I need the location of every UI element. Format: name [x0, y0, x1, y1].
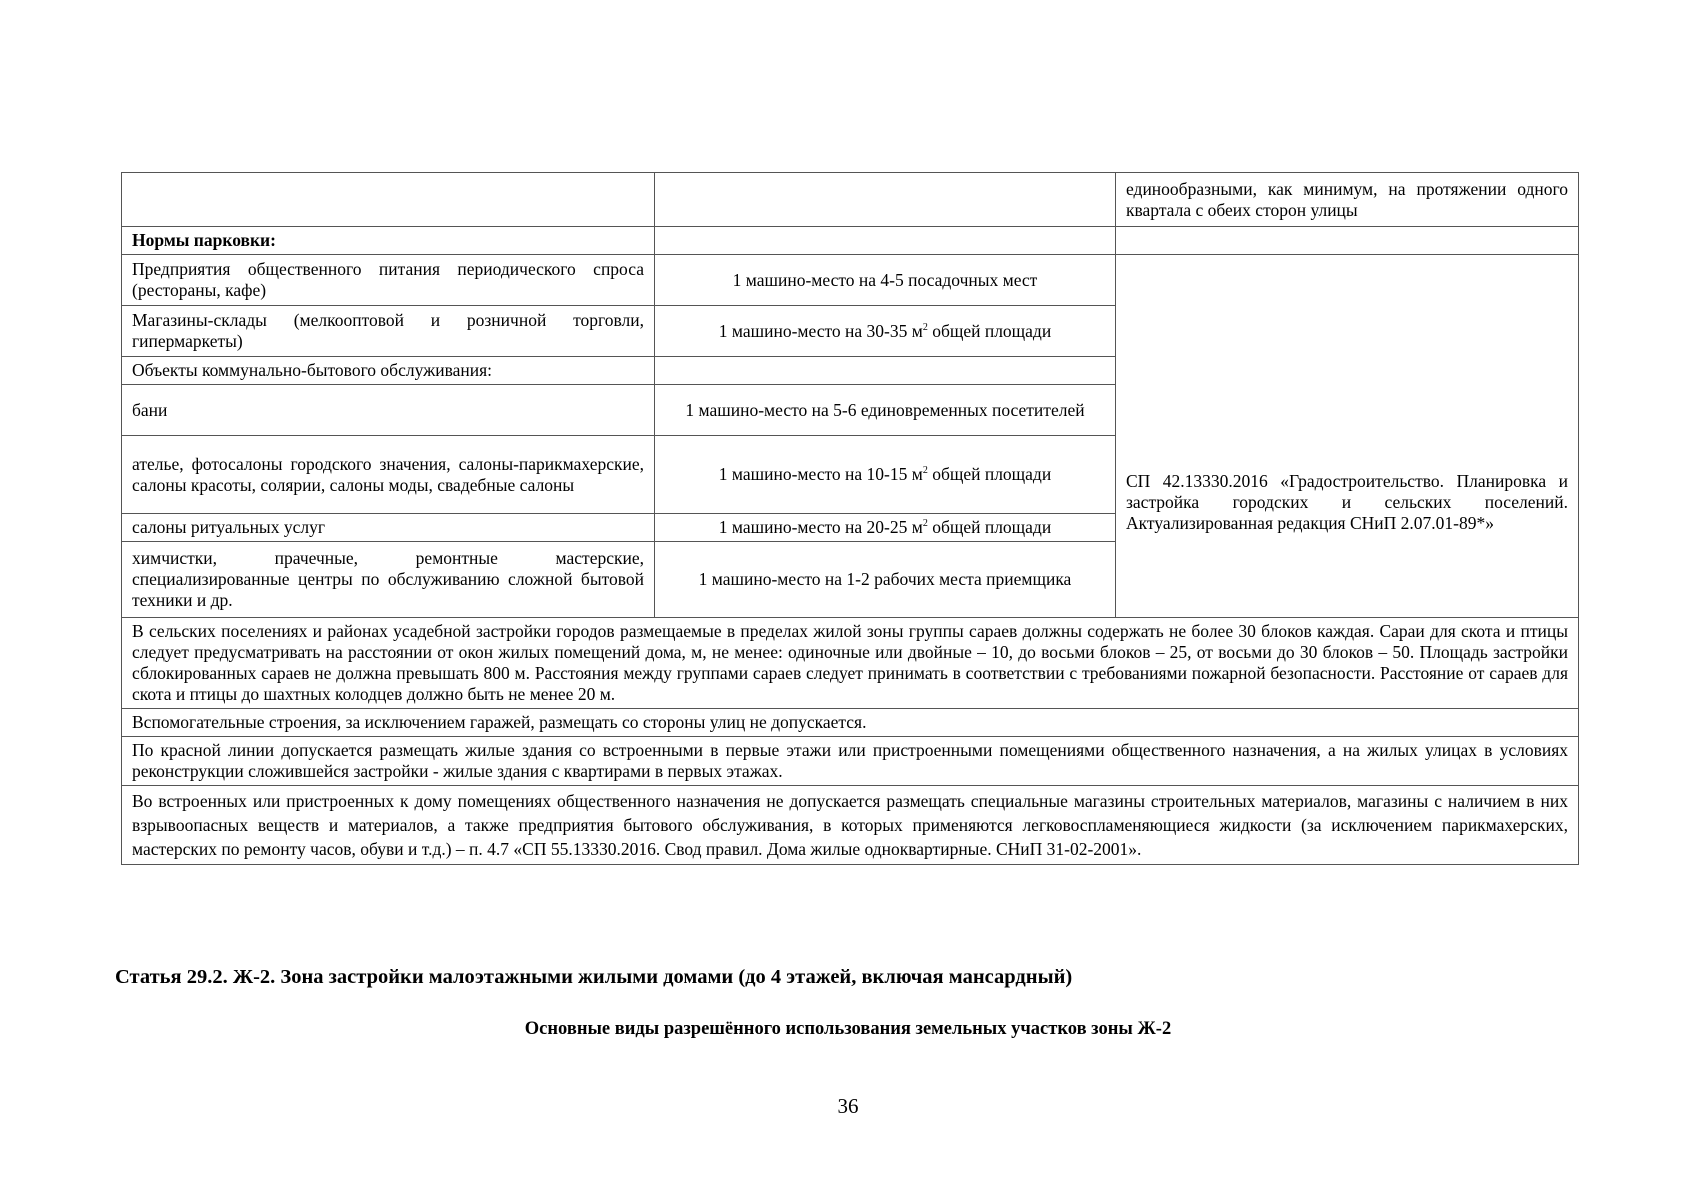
parking-norm-cell [655, 357, 1116, 385]
norm-reference-cell [1116, 255, 1579, 618]
table-cell-empty [122, 173, 655, 227]
table-cell-empty [655, 227, 1116, 255]
parking-norm-text: общей площади [927, 320, 1052, 341]
table-row [122, 709, 1579, 737]
table-row [122, 173, 1579, 227]
table-row [122, 737, 1579, 786]
parking-object-cell: салоны ритуальных услуг [122, 514, 655, 542]
table-row [122, 227, 1579, 255]
parking-norm-text: 1 машино-место на 10-15 м [718, 464, 923, 484]
parking-object-cell: ателье, фотосалоны городского значения, салоны-парикмахерские, салоны красоты, солярии, салоны моды, свадебные салоны [122, 436, 655, 514]
parking-norms-heading: Нормы парковки: [122, 227, 655, 255]
unit-superscript: 2 [922, 465, 928, 477]
table-cell-continuation: единообразными, как минимум, на протяжении одного квартала с обеих сторон улицы [1116, 173, 1579, 227]
table-cell-empty [1116, 227, 1579, 255]
parking-object-cell: Предприятия общественного питания периодического спроса (рестораны, кафе) [122, 255, 655, 306]
parking-norms-table [121, 172, 1579, 865]
note-cell: По красной линии допускается размещать жилые здания со встроенными в первые этажи или пристроенными помещениями общественного назначения, а на жилых улицах в условиях реконструкции сложившейся застройки - жилые здания с квартирами в первых этажах. [122, 737, 1579, 786]
parking-norm-text: 1 машино-место на 20-25 м [718, 517, 923, 537]
parking-object-cell: бани [122, 385, 655, 436]
parking-object-cell: химчистки, прачечные, ремонтные мастерские, специализированные центры по обслуживанию сложной бытовой техники и др. [122, 542, 655, 618]
parking-norm-text: общей площади [927, 464, 1052, 484]
parking-norm-text: 1 машино-место на 30-35 м [718, 320, 923, 341]
article-title: Статья 29.2. Ж-2. Зона застройки малоэтажными жилыми домами (до 4 этажей, включая мансардный) [115, 966, 1073, 988]
parking-object-cell: Магазины-склады (мелкооптовой и розничной торговли, гипермаркеты) [122, 306, 655, 357]
page-number: 36 [837, 1094, 859, 1118]
unit-superscript: 2 [922, 518, 928, 530]
parking-norm-cell [655, 306, 1116, 357]
table-row [122, 255, 1579, 306]
note-cell: Во встроенных или пристроенных к дому помещениях общественного назначения не допускается размещать специальные магазины строительных материалов, магазины с наличием в них взрывоопасных веществ и материалов, а также предприятия бытового обслуживания, в которых применяются легковоспламеняющиеся жидкости (за исключением парикмахерских, мастерских по ремонту часов, обуви и т.д.) – п. 4.7 «СП 55.13330.2016. Свод правил. Дома жилые одноквартирные. СНиП 31-02-2001». [122, 786, 1579, 865]
norm-reference-text: СП 42.13330.2016 «Градостроительство. Планировка и застройка городских и сельских поселений. Актуализированная редакция СНиП 2.07.01-89*» [1126, 471, 1568, 533]
parking-norm-text: общей площади [927, 517, 1052, 537]
unit-superscript: 2 [922, 321, 928, 333]
parking-norm-cell [655, 514, 1116, 542]
parking-norm-cell: 1 машино-место на 5-6 единовременных посетителей [655, 385, 1116, 436]
table-row [122, 786, 1579, 865]
parking-object-cell: Объекты коммунально-бытового обслуживания: [122, 357, 655, 385]
note-cell: Вспомогательные строения, за исключением гаражей, размещать со стороны улиц не допускается. [122, 709, 1579, 737]
note-cell: В сельских поселениях и районах усадебной застройки городов размещаемые в пределах жилой зоны группы сараев должны содержать не более 30 блоков каждая. Сараи для скота и птицы следует предусматривать на расстоянии от окон жилых помещений дома, м, не менее: одиночные или двойные – 10, до восьми блоков – 25, от восьми до 30 блоков – 50. Площадь застройки сблокированных сараев не должна превышать 800 м. Расстояния между группами сараев следует принимать в соответствии с требованиями пожарной безопасности. Расстояние от сараев для скота и птицы до шахтных колодцев должно быть не менее 20 м. [122, 618, 1579, 709]
table-row [122, 618, 1579, 709]
parking-norm-cell: 1 машино-место на 4-5 посадочных мест [655, 255, 1116, 306]
table-cell-empty [655, 173, 1116, 227]
section-subheading: Основные виды разрешённого использования земельных участков зоны Ж-2 [524, 1019, 1172, 1039]
parking-norm-cell: 1 машино-место на 1-2 рабочих места приемщика [655, 542, 1116, 618]
parking-norm-cell [655, 436, 1116, 514]
